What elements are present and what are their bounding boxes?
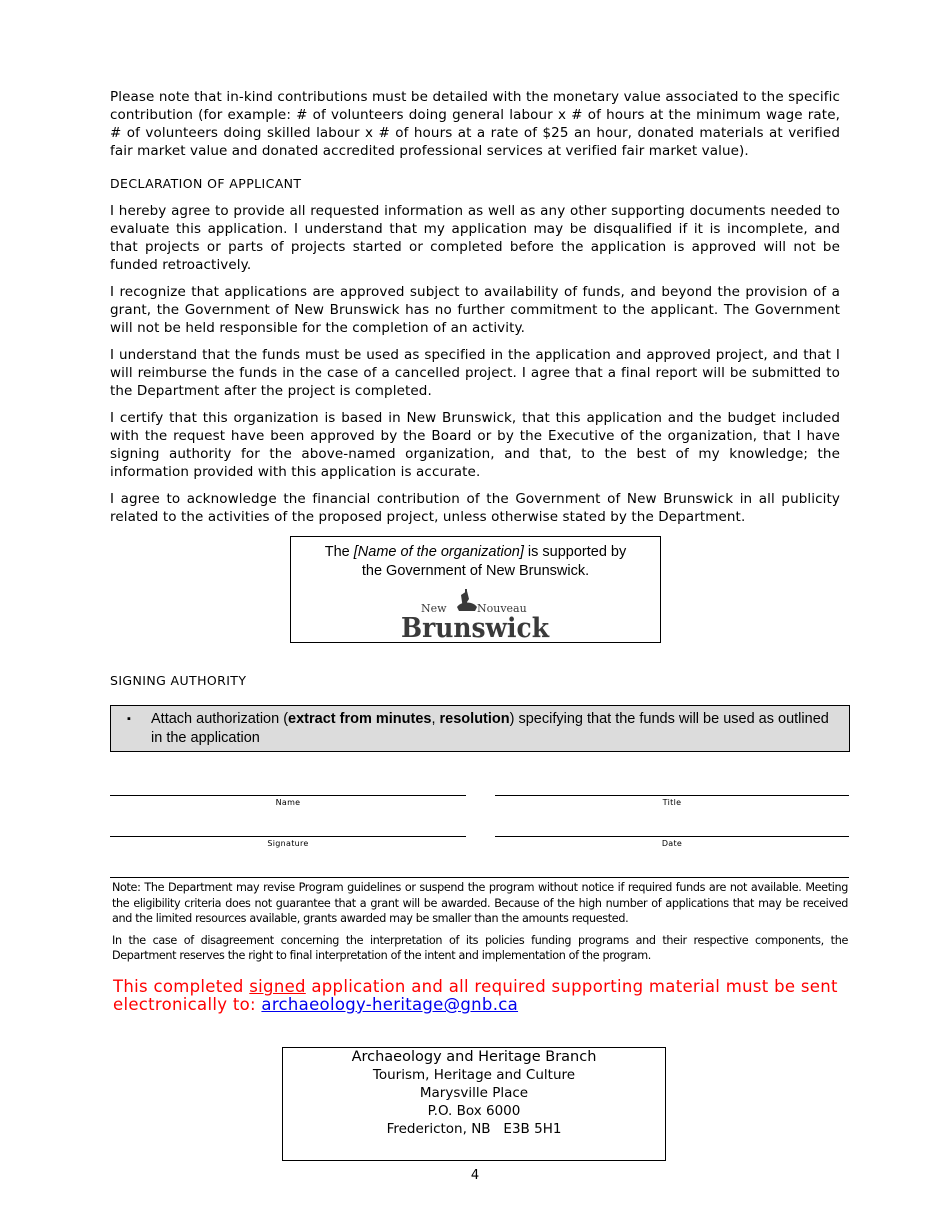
- attach-comma: ,: [431, 711, 440, 727]
- attach-text-pre: Attach authorization (: [151, 711, 289, 727]
- bullet-icon: ▪: [127, 713, 131, 725]
- acknowledgement-text: [291, 543, 660, 581]
- email-link[interactable]: archaeology-heritage@gnb.ca: [261, 995, 519, 1014]
- new-brunswick-logo: [401, 587, 551, 641]
- note-divider: [110, 877, 849, 878]
- attach-authorization-note: [110, 705, 850, 752]
- title-field[interactable]: [495, 795, 849, 796]
- declaration-paragraph-5: I agree to acknowledge the financial contribution of the Government of New Brunswick in all publicity related to the activities of the proposed project, unless otherwise stated by the Department.: [110, 491, 840, 525]
- submission-instructions: [113, 978, 849, 1014]
- attach-bold-resolution: resolution: [439, 711, 510, 727]
- name-label: Name: [275, 798, 301, 807]
- notes-section: [112, 880, 848, 970]
- page-number: 4: [470, 1168, 480, 1183]
- declaration-paragraph-4: I certify that this organization is based in New Brunswick, that this application and the budget included with the request have been approved by the Board or by the Executive of the organization, that I have signing authority for the above-named organization, and that, to the best of my knowledge; the information provided with this application is accurate.: [110, 410, 840, 480]
- address-line-1: Archaeology and Heritage Branch: [351, 1049, 597, 1065]
- name-field[interactable]: [110, 795, 466, 796]
- document-body: [110, 88, 840, 535]
- signature-field[interactable]: [110, 836, 466, 837]
- declaration-paragraph-2: I recognize that applications are approved subject to availability of funds, and beyond the provision of a grant, the Government of New Brunswick has no further commitment to the applicant. The Government will not be held responsible for the completion of an activity.: [110, 284, 840, 336]
- address-line-2: Tourism, Heritage and Culture: [372, 1067, 576, 1083]
- title-label: Title: [662, 798, 682, 807]
- org-name-placeholder: [Name of the organization]: [353, 544, 524, 560]
- ack-prefix: The: [324, 544, 354, 560]
- submission-post: application and all required supporting material must be sent electronically to:: [113, 977, 838, 1014]
- date-field[interactable]: [495, 836, 849, 837]
- attach-bold-minutes: extract from minutes: [288, 711, 432, 727]
- address-line-5: Fredericton, NB E3B 5H1: [386, 1121, 562, 1137]
- declaration-paragraph-3: I understand that the funds must be used as specified in the application and approved project, and that I will reimburse the funds in the case of a cancelled project. I agree that a final report will be submitted to the Department after the project is completed.: [110, 347, 840, 399]
- note-interpretation: In the case of disagreement concerning the interpretation of its policies funding programs and their respective components, the Department reserves the right to final interpretation of the intent and implementation of the program.: [112, 933, 848, 962]
- address-line-3: Marysville Place: [419, 1085, 529, 1101]
- signature-label: Signature: [267, 839, 309, 848]
- submission-pre: This completed: [113, 977, 250, 996]
- date-label: Date: [661, 839, 683, 848]
- logo-new: New: [421, 602, 447, 615]
- declaration-paragraph-1: I hereby agree to provide all requested information as well as any other supporting documents needed to evaluate this application. I understand that my application may be disqualified if it is incomplete, and that projects or parts of projects started or completed before the application is approved will not be funded retroactively.: [110, 203, 840, 273]
- ack-line2: the Government of New Brunswick.: [361, 563, 590, 579]
- note-guidelines: Note: The Department may revise Program guidelines or suspend the program without notice if required funds are not available. Meeting the eligibility criteria does not guarantee that a grant will be awarded. Because of the high number of applications that may be received and the limited resources available, grants awarded may be smaller than the amounts requested.: [112, 881, 848, 925]
- attach-text-post: ) specifying that the funds will be used as outlined in the application: [151, 711, 829, 746]
- logo-brunswick: Brunswick: [401, 613, 551, 641]
- signing-authority-heading: SIGNING AUTHORITY: [110, 673, 247, 688]
- ack-suffix: is supported by: [523, 544, 627, 560]
- logo-nouveau: Nouveau: [477, 602, 527, 615]
- address-line-4: P.O. Box 6000: [427, 1103, 521, 1119]
- declaration-heading: DECLARATION OF APPLICANT: [110, 176, 302, 191]
- acknowledgement-logo-box: [290, 536, 661, 643]
- submission-signed: signed: [249, 977, 306, 996]
- in-kind-note: Please note that in-kind contributions must be detailed with the monetary value associated to the specific contribution (for example: # of volunteers doing general labour x # of hours at the minimum wage rate, # of volunteers doing skilled labour x # of hours at a rate of $25 an hour, donated materials at verified fair market value and donated accredited professional services at verified fair market value).: [110, 89, 840, 159]
- mailing-address-box: [282, 1047, 666, 1161]
